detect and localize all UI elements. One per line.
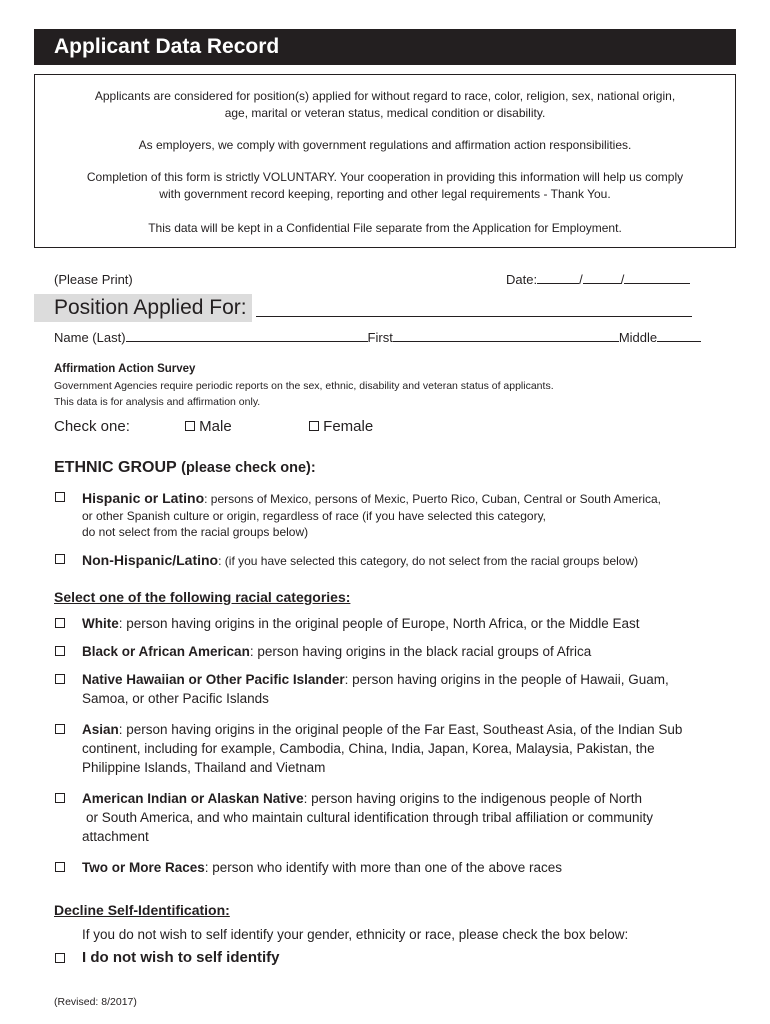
hispanic-text xyxy=(82,489,732,509)
date-label: Date: xyxy=(506,272,538,287)
position-label: Position Applied For: xyxy=(34,294,252,322)
date-day-line[interactable] xyxy=(583,282,621,284)
nhpi-desc-1: : person having origins in the people of Hawaii, Guam, xyxy=(344,672,669,687)
survey-title: Affirmation Action Survey xyxy=(54,363,196,375)
non-hispanic-text xyxy=(82,551,732,571)
two-or-more-text xyxy=(82,858,732,877)
two-or-more-checkbox[interactable] xyxy=(55,862,65,872)
decline-text: If you do not wish to self identify your gender, ethnicity or race, please check the box below: xyxy=(82,927,629,942)
name-first-line[interactable] xyxy=(393,340,619,342)
white-label: White xyxy=(82,616,119,631)
date-field[interactable] xyxy=(506,272,690,287)
date-separator: / xyxy=(620,272,625,287)
racial-heading: Select one of the following racial categories: xyxy=(54,589,351,605)
decline-option-label: I do not wish to self identify xyxy=(82,949,280,966)
name-last-line[interactable] xyxy=(126,340,368,342)
ethnic-heading xyxy=(54,459,316,477)
black-label: Black or African American xyxy=(82,644,250,659)
nhpi-desc-2: Samoa, or other Pacific Islands xyxy=(82,691,269,706)
notice-confidential: This data will be kept in a Confidential File separate from the Application for Employment. xyxy=(148,221,622,235)
two-or-more-desc: : person who identify with more than one of the above races xyxy=(204,860,562,875)
name-middle-line[interactable] xyxy=(657,340,701,342)
non-hispanic-checkbox[interactable] xyxy=(55,554,65,564)
name-middle-label: Middle xyxy=(618,330,658,345)
revised-note: (Revised: 8/2017) xyxy=(54,996,137,1008)
hispanic-checkbox[interactable] xyxy=(55,492,65,502)
asian-label: Asian xyxy=(82,722,119,737)
aian-desc-1: : person having origins to the indigenous people of North xyxy=(303,791,643,806)
please-print-label: (Please Print) xyxy=(54,272,133,287)
aian-checkbox[interactable] xyxy=(55,793,65,803)
ethnic-heading-bold: ETHNIC GROUP xyxy=(54,459,177,476)
hispanic-desc-2: or other Spanish culture or origin, regardless of race (if you have selected this category, xyxy=(82,509,547,523)
aian-desc-3: attachment xyxy=(82,829,149,844)
ethnic-heading-rest: (please check one): xyxy=(181,460,316,476)
white-desc: : person having origins in the original people of Europe, North Africa, or the Middle East xyxy=(118,616,640,631)
female-checkbox[interactable] xyxy=(309,421,319,431)
aian-text xyxy=(82,789,732,808)
nhpi-label: Native Hawaiian or Other Pacific Islander xyxy=(82,672,345,687)
female-label: Female xyxy=(323,418,374,435)
white-text xyxy=(82,614,732,633)
non-hispanic-desc: : (if you have selected this category, do not select from the racial groups below) xyxy=(218,554,639,568)
date-year-line[interactable] xyxy=(624,282,690,284)
nhpi-checkbox[interactable] xyxy=(55,674,65,684)
name-last-label: Name (Last) xyxy=(54,330,126,345)
check-one-label: Check one: xyxy=(54,418,130,435)
asian-checkbox[interactable] xyxy=(55,724,65,734)
hispanic-desc-3: do not select from the racial groups below) xyxy=(82,525,309,539)
two-or-more-label: Two or More Races xyxy=(82,860,205,875)
notice-eeo: Applicants are considered for position(s) applied for without regard to race, color, religion, sex, national origin, age, marital or veteran status, medical condition or disability. xyxy=(94,89,676,120)
black-checkbox[interactable] xyxy=(55,646,65,656)
male-label: Male xyxy=(199,418,232,435)
black-desc: : person having origins in the black racial groups of Africa xyxy=(249,644,592,659)
notice-compliance: As employers, we comply with government regulations and affirmation action responsibilities. xyxy=(138,138,632,152)
white-checkbox[interactable] xyxy=(55,618,65,628)
hispanic-desc-1: : persons of Mexico, persons of Mexic, Puerto Rico, Cuban, Central or South America, xyxy=(204,492,661,506)
notice-box xyxy=(34,74,736,248)
decline-checkbox[interactable] xyxy=(55,953,65,963)
name-row xyxy=(54,330,701,345)
decline-heading: Decline Self-Identification: xyxy=(54,902,230,918)
aian-desc-2: or South America, and who maintain cultural identification through tribal affiliation or community xyxy=(86,810,654,825)
survey-line-2: This data is for analysis and affirmation only. xyxy=(54,396,261,408)
non-hispanic-label: Non-Hispanic/Latino xyxy=(82,552,219,568)
asian-desc-3: Philippine Islands, Thailand and Vietnam xyxy=(82,760,326,775)
nhpi-text xyxy=(82,670,732,689)
aian-label: American Indian or Alaskan Native xyxy=(82,791,304,806)
page-title: Applicant Data Record xyxy=(34,29,736,65)
black-text xyxy=(82,642,732,661)
asian-desc-2: continent, including for example, Cambodia, China, India, Japan, Korea, Malaysia, Pakistan, the xyxy=(82,741,655,756)
male-checkbox[interactable] xyxy=(185,421,195,431)
date-month-line[interactable] xyxy=(537,282,579,284)
asian-text xyxy=(82,720,732,739)
name-first-label: First xyxy=(367,330,393,345)
position-input-line[interactable] xyxy=(256,316,692,317)
date-separator: / xyxy=(579,272,583,287)
asian-desc-1: : person having origins in the original people of the Far East, Southeast Asia, of the Indian Sub xyxy=(118,722,683,737)
male-option[interactable] xyxy=(185,418,232,435)
survey-line-1: Government Agencies require periodic reports on the sex, ethnic, disability and veteran status of applicants. xyxy=(54,380,554,392)
notice-voluntary: Completion of this form is strictly VOLUNTARY. Your cooperation in providing this information will help us comply with government record keeping, reporting and other legal requirements - Thank You. xyxy=(86,170,684,201)
female-option[interactable] xyxy=(309,418,373,435)
hispanic-label: Hispanic or Latino xyxy=(82,490,205,506)
